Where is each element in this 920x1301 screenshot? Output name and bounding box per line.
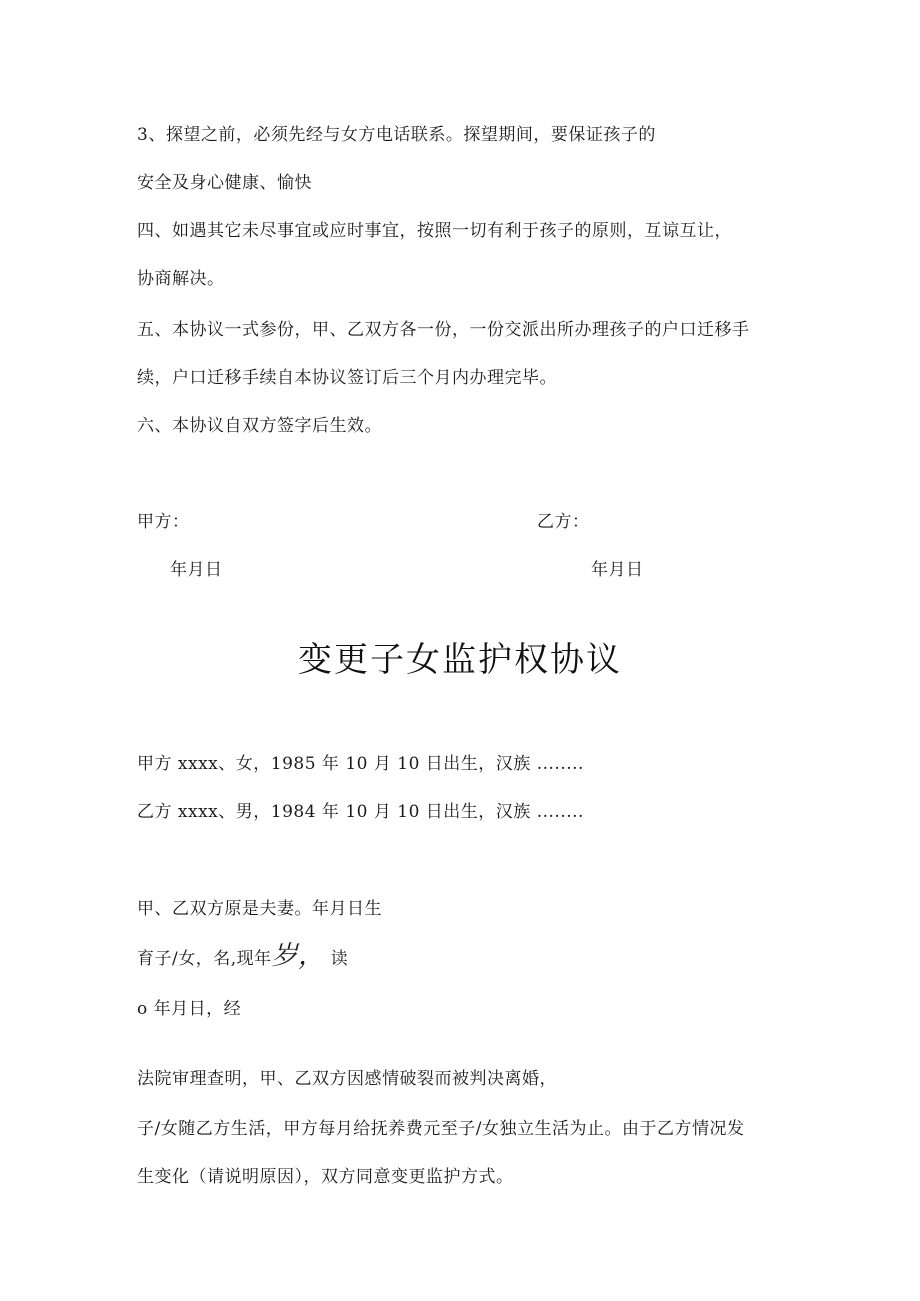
clause-3-line-1: 3、探望之前，必须先经与女方电话联系。探望期间，要保证孩子的	[137, 125, 656, 145]
body-line-6: 生变化（请说明原因），双方同意变更监护方式。	[137, 1167, 514, 1187]
agreement-title: 变更子女监护权协议	[298, 640, 622, 680]
body-line-5: 子/女随乙方生活，甲方每月给抚养费元至子/女独立生活为止。由于乙方情况发	[137, 1119, 745, 1139]
clause-4-line-1: 四、如遇其它未尽事宜或应时事宜，按照一切有利于孩子的原则，互谅互让，	[137, 221, 732, 241]
body-line-3: o 年月日，经	[137, 999, 242, 1019]
body-line-2-part-a: 育子/女，名,现年	[137, 949, 272, 969]
party-b-signature-label: 乙方：	[537, 512, 590, 532]
body-line-2-age-word: 岁，	[271, 941, 325, 971]
body-line-4: 法院审理查明，甲、乙双方因感情破裂而被判决离婚，	[137, 1069, 557, 1089]
party-b-date-label: 年月日	[591, 560, 644, 580]
clause-6-line: 六、本协议自双方签字后生效。	[137, 416, 382, 436]
clause-5-line-2: 续，户口迁移手续自本协议签订后三个月内办理完毕。	[137, 368, 557, 388]
clause-4-line-2: 协商解决。	[137, 269, 225, 289]
party-a-signature-label: 甲方：	[137, 512, 190, 532]
body-line-2-part-c: 读	[330, 949, 349, 969]
party-a-date-label: 年月日	[170, 560, 223, 580]
party-a-info: 甲方 xxxx、女，1985 年 10 月 10 日出生，汉族 ........	[137, 754, 584, 774]
clause-3-line-2: 安全及身心健康、愉快	[137, 173, 312, 193]
clause-5-line-1: 五、本协议一式参份，甲、乙双方各一份，一份交派出所办理孩子的户口迁移手	[137, 320, 750, 340]
body-line-1: 甲、乙双方原是夫妻。年月日生	[137, 899, 382, 919]
party-b-info: 乙方 xxxx、男，1984 年 10 月 10 日出生，汉族 ........	[137, 802, 584, 822]
body-line-2	[137, 941, 349, 971]
